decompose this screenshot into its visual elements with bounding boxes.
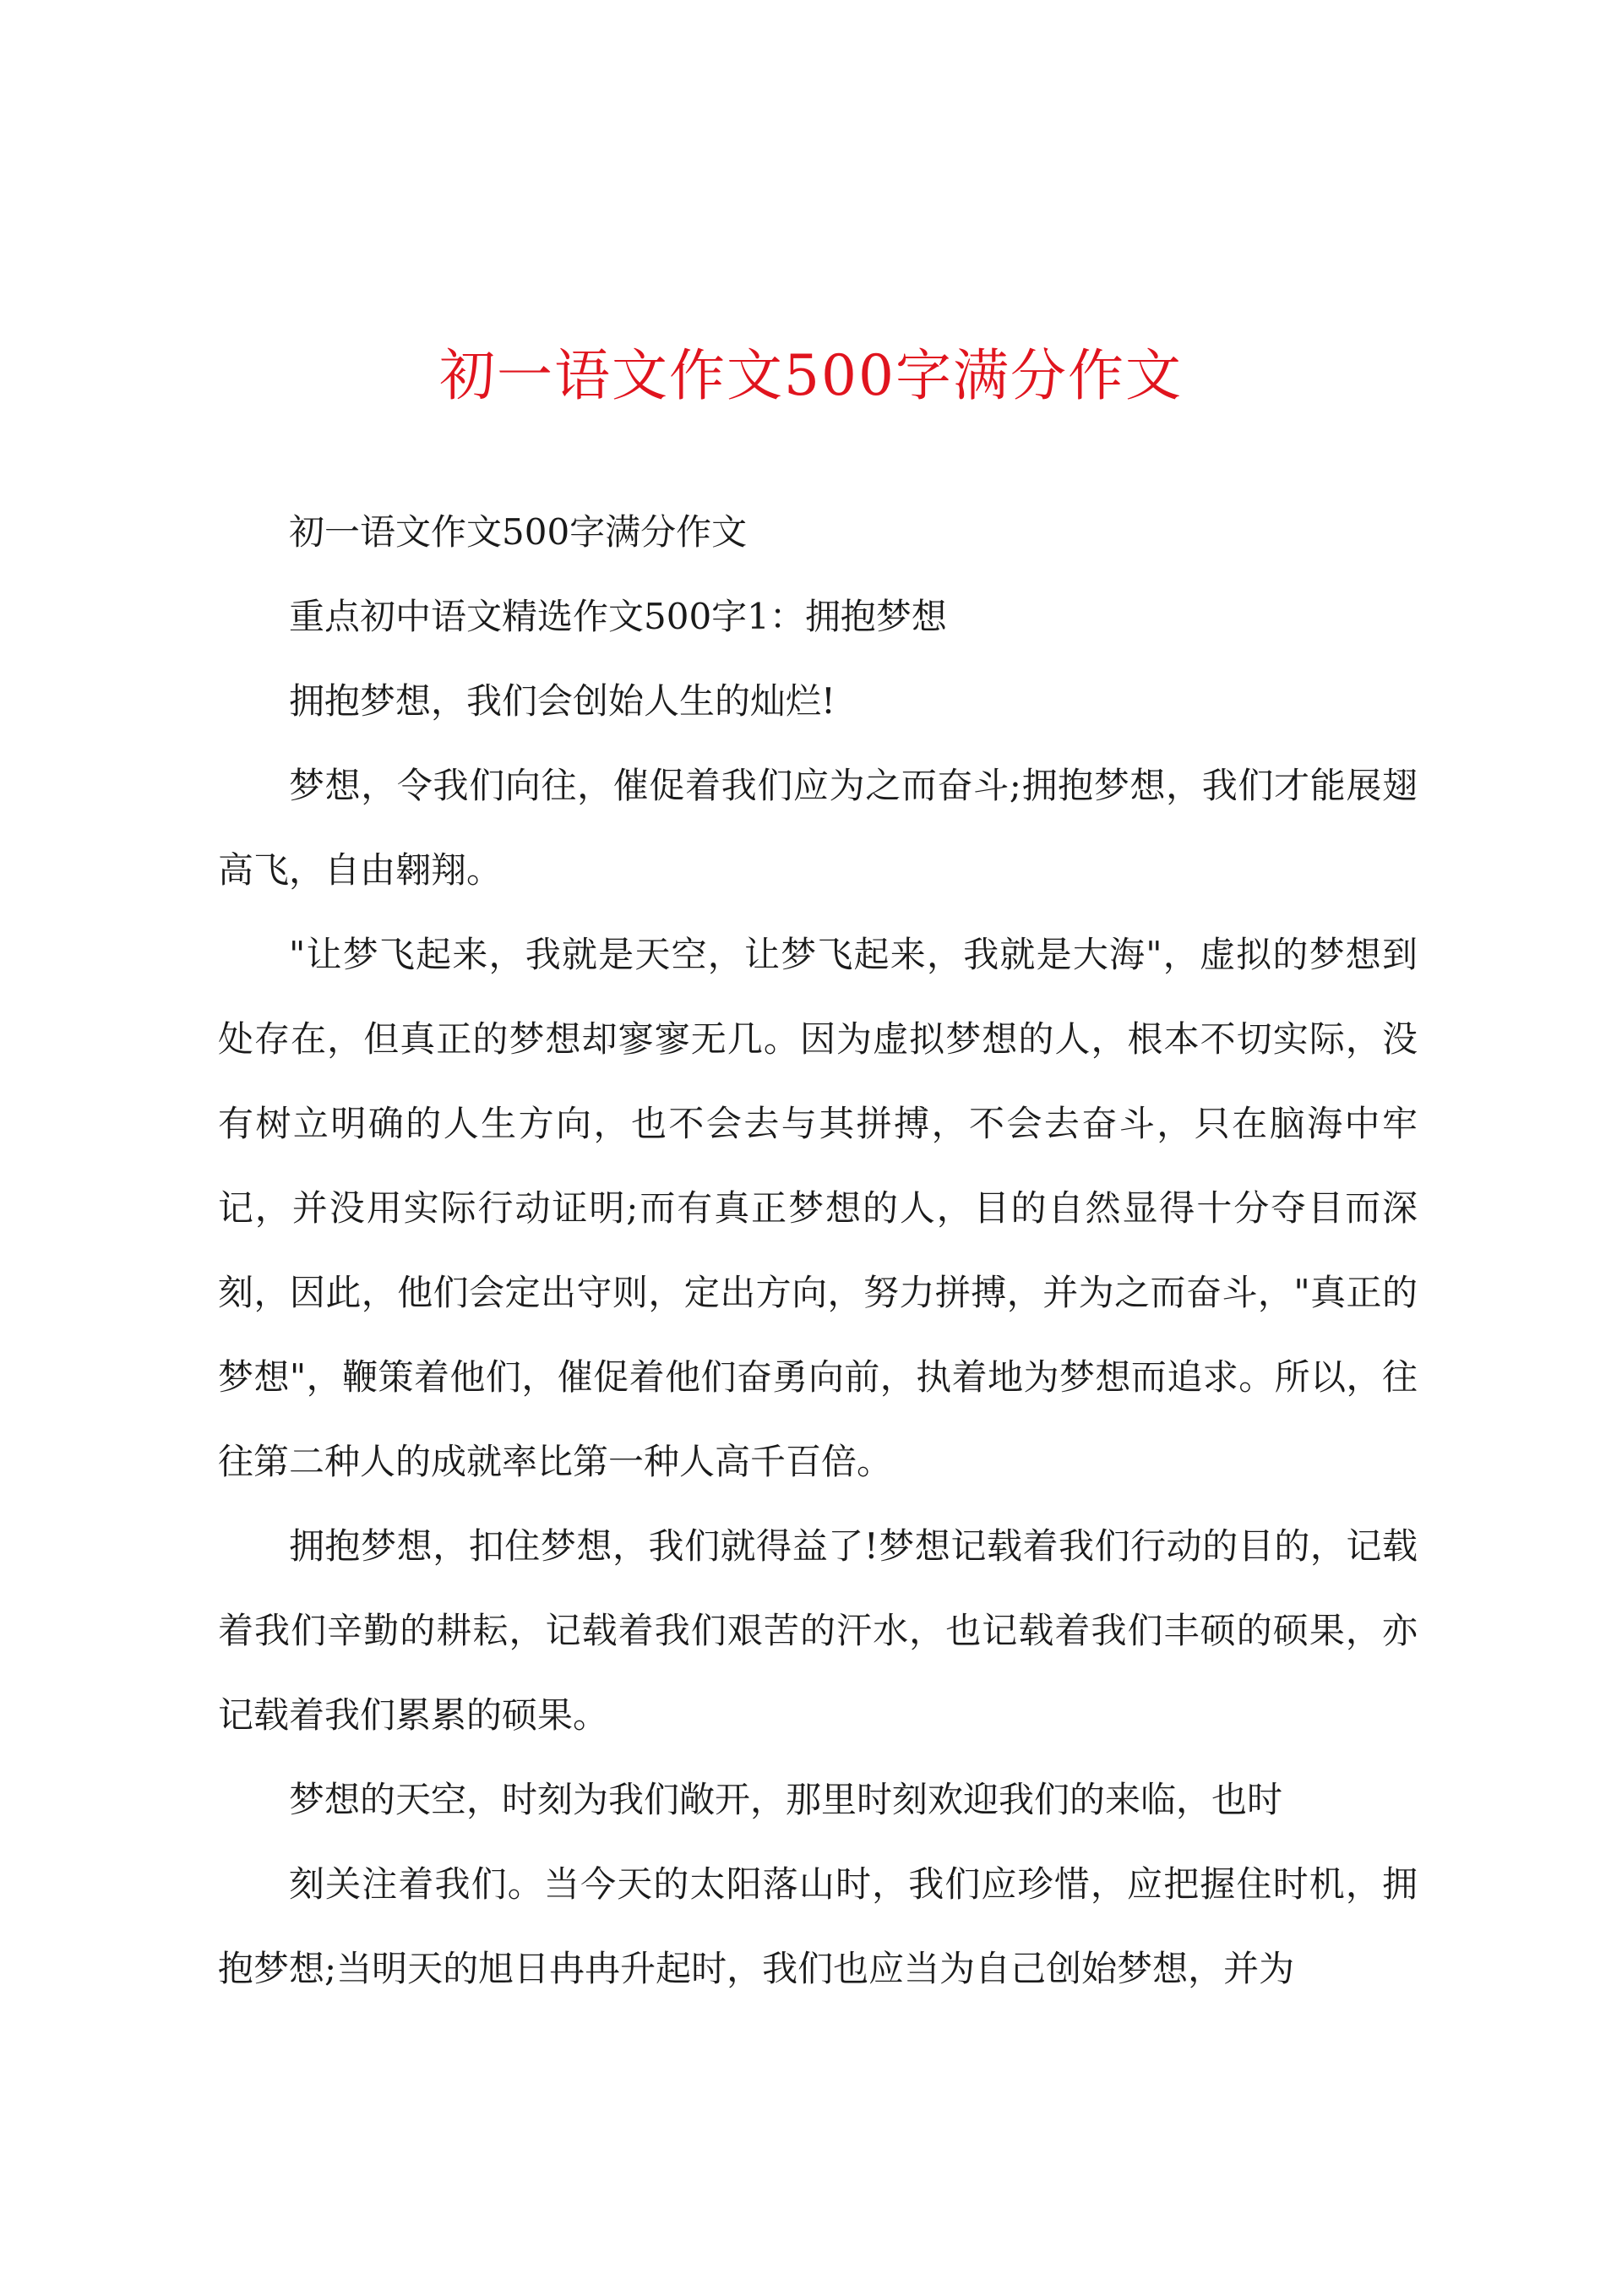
paragraph: 刻关注着我们。当今天的太阳落山时，我们应珍惜，应把握住时机，拥抱梦想;当明天的旭日冉冉升起时，我们也应当为自己创始梦想，并为 [218, 1863, 1418, 1989]
paragraph: "让梦飞起来，我就是天空，让梦飞起来，我就是大海"，虚拟的梦想到处存在，但真正的梦想却寥寥无几。因为虚拟梦想的人，根本不切实际，没有树立明确的人生方向，也不会去与其拼搏，不会去奋斗，只在脑海中牢记，并没用实际行动证明;而有真正梦想的人，目的自然显得十分夺目而深刻，因此，他们会定出守则，定出方向，努力拼搏，并为之而奋斗，"真正的梦想"，鞭策着他们，催促着他们奋勇向前，执着地为梦想而追求。所以，往往第二种人的成就率比第一种人高千百倍。 [218, 934, 1418, 1482]
paragraph: 拥抱梦想，扣住梦想，我们就得益了!梦想记载着我们行动的目的，记载着我们辛勤的耕耘，记载着我们艰苦的汗水，也记载着我们丰硕的硕果，亦记载着我们累累的硕果。 [218, 1525, 1418, 1736]
paragraph-subtitle: 初一语文作文500字满分作文 [289, 511, 748, 553]
document-title: 初一语文作文500字满分作文 [439, 343, 1183, 408]
paragraph-heading: 重点初中语文精选作文500字1：拥抱梦想 [289, 596, 947, 637]
document-body [218, 490, 1418, 2011]
paragraph: 梦想的天空，时刻为我们敞开，那里时刻欢迎我们的来临，也时 [289, 1779, 1283, 1820]
paragraph: 拥抱梦想，我们会创始人生的灿烂! [289, 680, 835, 722]
paragraph: 梦想，令我们向往，催促着我们应为之而奋斗;拥抱梦想，我们才能展翅高飞，自由翱翔。 [218, 765, 1418, 891]
